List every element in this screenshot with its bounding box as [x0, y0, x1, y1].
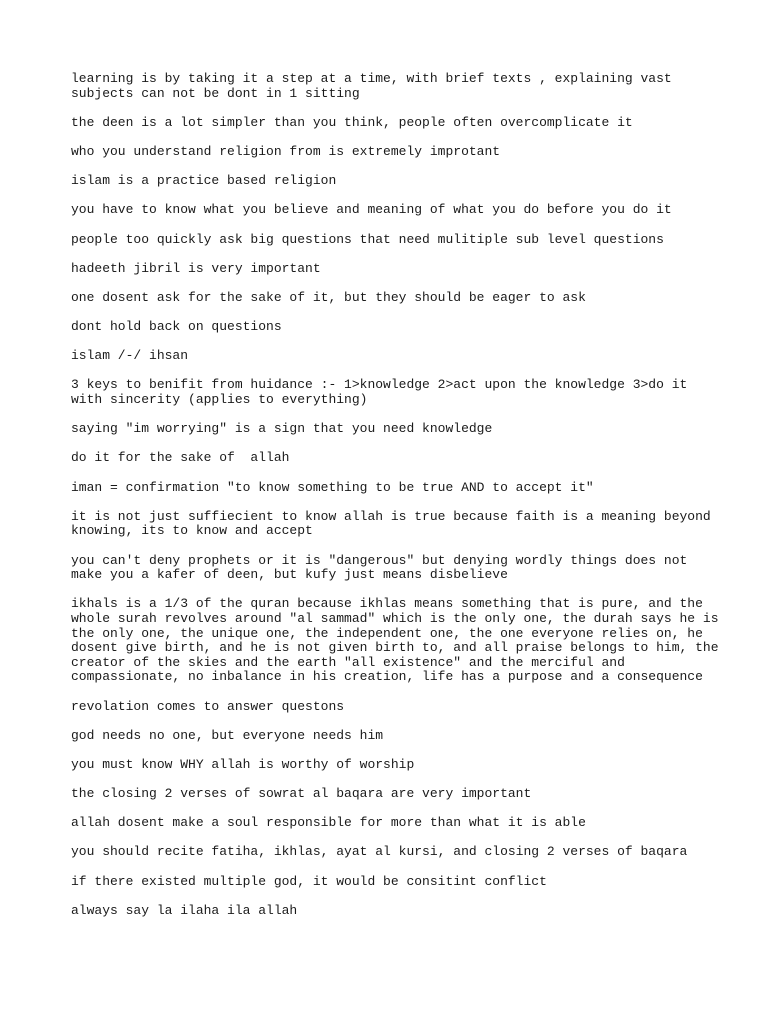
note-paragraph [71, 816, 711, 831]
note-paragraph [71, 72, 711, 101]
note-paragraph [71, 291, 711, 306]
note-paragraph [71, 875, 711, 890]
note-line: the only one, the unique one, the independent one, the one everyone relies on, he [71, 625, 703, 641]
note-line: dont hold back on questions [71, 319, 282, 335]
note-line: 3 keys to benifit from huidance :- 1>knowledge 2>act upon the knowledge 3>do it [71, 377, 688, 393]
note-paragraph [71, 116, 711, 131]
note-paragraph [71, 481, 711, 496]
note-line: iman = confirmation "to know something to be true AND to accept it" [71, 479, 594, 495]
note-line: islam is a practice based religion [71, 173, 337, 189]
note-line: islam /-/ ihsan [71, 348, 189, 364]
note-line: allah dosent make a soul responsible for more than what it is able [71, 815, 586, 831]
note-line: the deen is a lot simpler than you think, people often overcomplicate it [71, 114, 633, 130]
note-line: do it for the sake of allah [71, 450, 290, 466]
document-page [71, 71, 719, 933]
note-line: you should recite fatiha, ikhlas, ayat al kursi, and closing 2 verses of baqara [71, 844, 688, 860]
note-paragraph [71, 233, 711, 248]
note-paragraph [71, 554, 711, 583]
note-paragraph [71, 262, 711, 277]
note-line: learning is by taking it a step at a time, with brief texts , explaining vast [71, 71, 672, 86]
note-paragraph [71, 904, 711, 919]
note-paragraph [71, 422, 711, 437]
note-line: one dosent ask for the sake of it, but they should be eager to ask [71, 289, 586, 305]
note-line: with sincerity (applies to everything) [71, 392, 368, 408]
note-line: saying "im worrying" is a sign that you need knowledge [71, 421, 493, 437]
note-line: revolation comes to answer questons [71, 698, 345, 714]
note-line: whole surah revolves around "al sammad" which is the only one, the durah says he is [71, 610, 719, 626]
note-paragraph [71, 700, 711, 715]
note-line: if there existed multiple god, it would be consitint conflict [71, 873, 547, 889]
note-paragraph [71, 203, 711, 218]
note-line: ikhals is a 1/3 of the quran because ikhlas means something that is pure, and the [71, 596, 703, 612]
note-paragraph [71, 510, 711, 539]
note-paragraph [71, 145, 711, 160]
note-paragraph [71, 787, 711, 802]
note-paragraph [71, 729, 711, 744]
note-paragraph [71, 758, 711, 773]
note-line: who you understand religion from is extremely improtant [71, 143, 501, 159]
note-paragraph [71, 174, 711, 189]
note-line: it is not just suffiecient to know allah is true because faith is a meaning beyond [71, 508, 711, 524]
note-line: you have to know what you believe and meaning of what you do before you do it [71, 202, 672, 218]
note-line: you must know WHY allah is worthy of worship [71, 756, 415, 772]
note-paragraph [71, 451, 711, 466]
note-paragraph [71, 320, 711, 335]
note-line: dosent give birth, and he is not given birth to, and all praise belongs to him, the [71, 640, 719, 656]
note-line: the closing 2 verses of sowrat al baqara are very important [71, 786, 532, 802]
note-line: make you a kafer of deen, but kufy just means disbelieve [71, 567, 508, 583]
note-paragraph [71, 378, 711, 407]
note-paragraph [71, 596, 719, 685]
note-line: god needs no one, but everyone needs him [71, 727, 384, 743]
note-line: people too quickly ask big questions that need mulitiple sub level questions [71, 231, 664, 247]
note-line: hadeeth jibril is very important [71, 260, 321, 276]
note-paragraph [71, 349, 711, 364]
note-paragraph [71, 845, 711, 860]
notes-body [71, 71, 719, 918]
note-line: subjects can not be dont in 1 sitting [71, 85, 360, 101]
note-line: creator of the skies and the earth "all existence" and the merciful and [71, 654, 625, 670]
note-line: compassionate, no inbalance in his creation, life has a purpose and a consequence [71, 669, 703, 685]
note-line: always say la ilaha ila allah [71, 902, 298, 918]
note-line: you can't deny prophets or it is "dangerous" but denying wordly things does not [71, 552, 688, 568]
note-line: knowing, its to know and accept [71, 523, 313, 539]
